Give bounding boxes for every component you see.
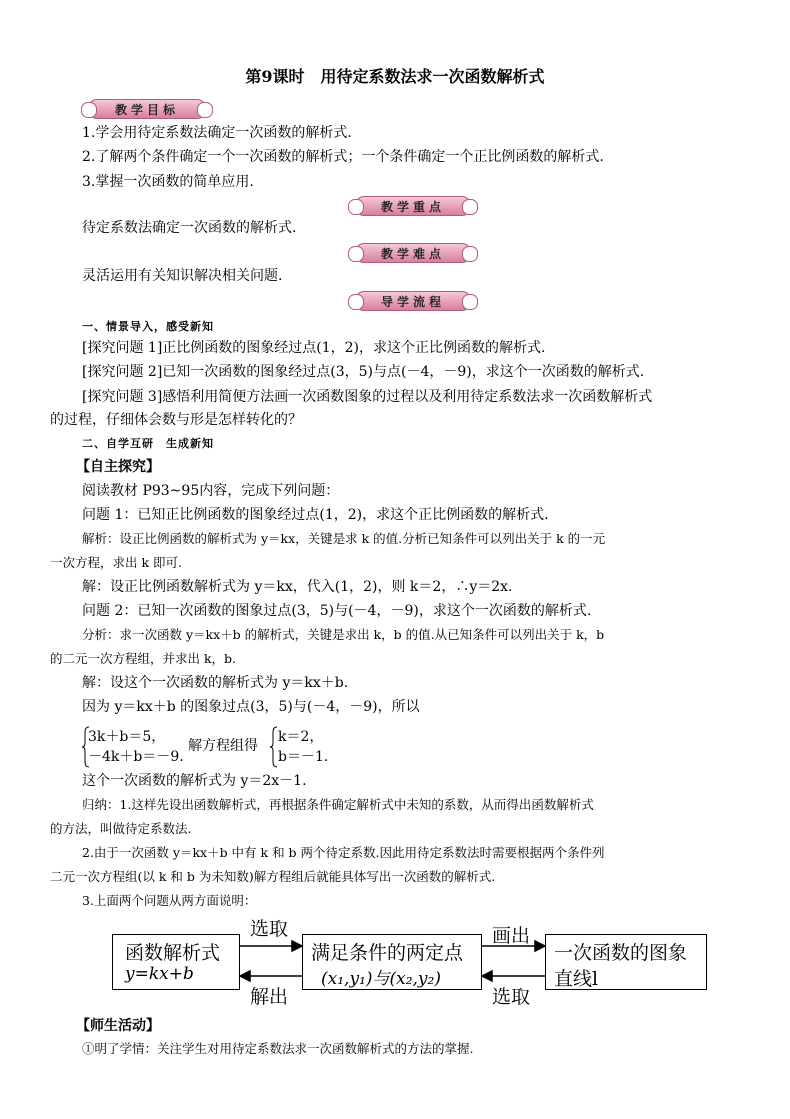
question-1: 问题 1：已知正比例函数的图象经过点(1，2)，求这个正比例函数的解析式. [82, 507, 549, 523]
section-2-heading: 二、自学互研 生成新知 [82, 437, 214, 450]
self-explore-heading: 【自主探究】 [76, 459, 160, 475]
equation-1: 3k＋b＝5， [88, 729, 166, 745]
badge-label: 教学目标 [114, 102, 179, 117]
left-brace-icon [270, 726, 278, 768]
q2-analysis-1: 分析：求一次函数 y＝kx＋b 的解析式，关键是求出 k，b 的值.从已知条件可以列出关于 k，b [82, 627, 605, 642]
equation-2: －4k＋b＝－9. [88, 749, 184, 765]
flow-box1-line2: y=kx+b [125, 964, 194, 984]
q1-solution: 解：设正比例函数解析式为 y＝kx，代入(1，2)，则 k＝2，∴y＝2x. [82, 579, 513, 595]
badge-objectives [88, 99, 206, 119]
badge-label: 导学流程 [380, 294, 445, 309]
q2-solution-2: 因为 y＝kx＋b 的图象过点(3，5)与(－4，－9)，所以 [82, 699, 420, 715]
flow-box-graph [545, 934, 707, 990]
summary-1b: 的方法，叫做待定系数法. [50, 821, 192, 836]
read-text: 阅读教材 P93~95内容，完成下列问题： [82, 483, 340, 499]
badge-flow [355, 291, 471, 311]
result-2: b＝－1. [278, 749, 329, 765]
badge-label: 教学难点 [380, 246, 445, 261]
badge-cap-icon [197, 102, 213, 118]
q1-analysis-2: 一次方程，求出 k 即可. [50, 555, 182, 570]
result-1: k＝2， [278, 729, 324, 745]
teacher-activity-heading: 【师生活动】 [76, 1018, 160, 1034]
explore-3: [探究问题 3]感悟利用简便方法画一次函数图象的过程以及利用待定系数法求一次函数解析式 [82, 389, 653, 405]
badge-cap-icon [348, 199, 364, 215]
objective-1: 1.学会用待定系数法确定一次函数的解析式. [82, 125, 352, 141]
summary-1a: 归纳：1.这样先设出函数解析式，再根据条件确定解析式中未知的系数，从而得出函数解析式 [82, 797, 594, 812]
difficulty-text: 灵活运用有关知识解决相关问题. [82, 268, 283, 284]
arrowhead-icon [535, 941, 545, 951]
explore-1: [探究问题 1]正比例函数的图象经过点(1，2)，求这个正比例函数的解析式. [82, 340, 546, 356]
flow-box3-line2: 直线l [554, 968, 599, 990]
key-point-text: 待定系数法确定一次函数的解析式. [82, 220, 297, 236]
explore-2: [探究问题 2]已知一次函数的图象经过点(3，5)与点(－4，－9)，求这个一次函数的解析式. [82, 364, 645, 380]
badge-cap-icon [462, 246, 478, 262]
badge-difficulty [355, 243, 471, 263]
badge-label: 教学重点 [380, 199, 445, 214]
question-2: 问题 2：已知一次函数的图象过点(3，5)与(－4，－9)，求这个一次函数的解析式. [82, 603, 592, 619]
q2-solution-1: 解：设这个一次函数的解析式为 y＝kx＋b. [82, 675, 349, 691]
badge-cap-icon [348, 294, 364, 310]
flow-box1-line1: 函数解析式 [125, 942, 221, 964]
explore-3-cont: 的过程，仔细体会数与形是怎样转化的？ [50, 412, 302, 428]
page-title: 第9课时 用待定系数法求一次函数解析式 [245, 67, 545, 86]
teacher-activity-1: ①明了学情：关注学生对用待定系数法求一次函数解析式的方法的掌握. [82, 1041, 474, 1056]
badge-cap-icon [348, 246, 364, 262]
arrowhead-icon [240, 971, 250, 981]
flow-box2-line2: (x₁,y₁)与(x₂,y₂) [321, 969, 441, 989]
flow-box3-line1: 一次函数的图象 [554, 942, 688, 964]
solve-label: 解方程组得 [188, 738, 258, 754]
flow-box2-line1: 满足条件的两定点 [311, 942, 464, 964]
arrowhead-icon [482, 971, 492, 981]
summary-3: 3.上面两个问题从两方面说明： [82, 893, 257, 908]
q2-result: 这个一次函数的解析式为 y＝2x－1. [82, 773, 307, 789]
badge-cap-icon [462, 199, 478, 215]
objective-3: 3.掌握一次函数的简单应用. [82, 174, 254, 190]
arrow1-bottom-label: 解出 [250, 986, 289, 1008]
summary-2b: 二元一次方程组(以 k 和 b 为未知数)解方程组后就能具体写出一次函数的解析式. [50, 869, 496, 884]
arrowhead-icon [292, 941, 302, 951]
badge-key [355, 196, 471, 216]
arrow1-top-label: 选取 [250, 918, 289, 940]
badge-cap-icon [81, 102, 97, 118]
section-1-heading: 一、情景导入，感受新知 [82, 320, 214, 333]
q1-analysis-1: 解析：设正比例函数的解析式为 y＝kx，关键是求 k 的值.分析已知条件可以列出关于 k 的一元 [82, 531, 606, 546]
flow-box-function-expression [112, 934, 240, 990]
q2-analysis-2: 的二元一次方程组，并求出 k，b. [50, 651, 237, 666]
arrow2-top-label: 画出 [492, 925, 531, 947]
flow-box-two-points [302, 934, 482, 990]
arrow2-bottom-label: 选取 [492, 986, 531, 1008]
summary-2a: 2.由于一次函数 y＝kx＋b 中有 k 和 b 两个待定系数.因此用待定系数法时需要根据两个条件列 [82, 845, 605, 860]
objective-2: 2.了解两个条件确定一个一次函数的解析式；一个条件确定一个正比例函数的解析式. [82, 149, 604, 165]
badge-cap-icon [462, 294, 478, 310]
